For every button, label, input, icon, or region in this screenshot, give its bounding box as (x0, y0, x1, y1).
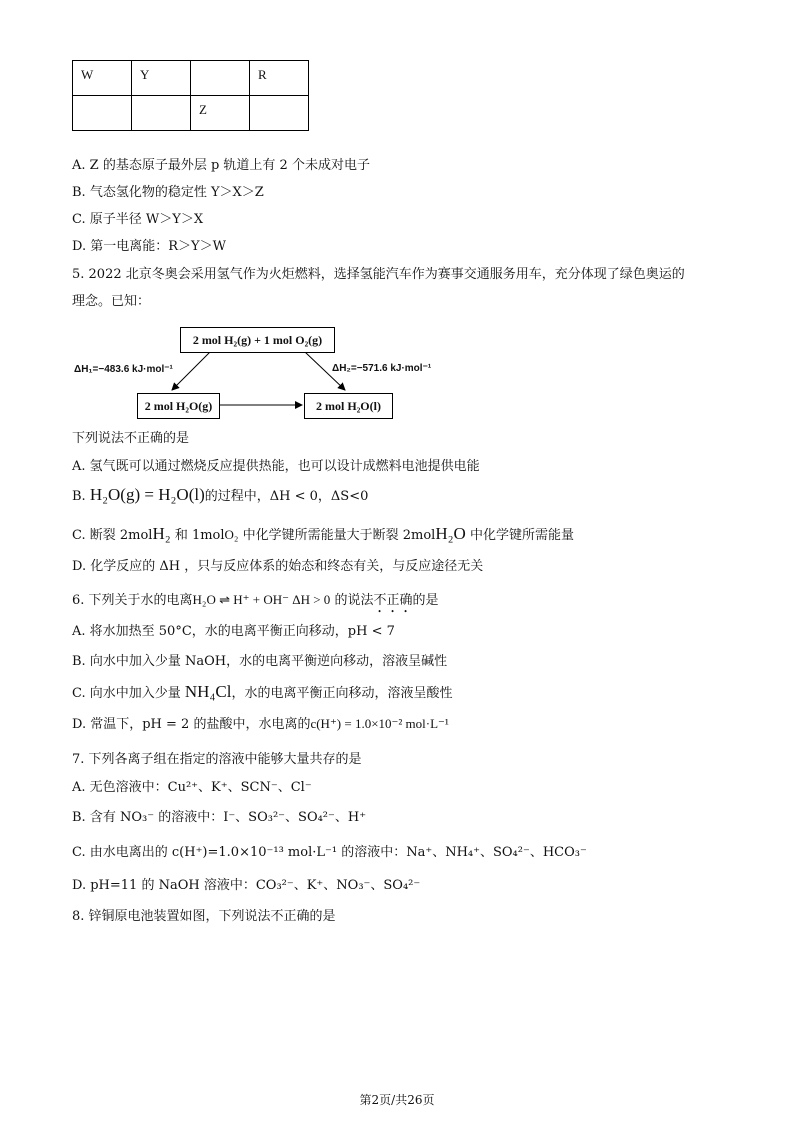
q8-stem: 8. 锌铜原电池装置如图，下列说法不正确的是 (72, 909, 336, 924)
q7-option-c: C. 由水电离出的 c(H⁺)=1.0×10⁻¹³ mol·L⁻¹ 的溶液中：Na⁺、NH₄⁺、SO₄²⁻、HCO₃⁻ (72, 845, 587, 860)
concentration-equation: c(H⁺) = 1.0×10⁻² mol·L⁻¹ (310, 716, 449, 731)
formula-h2o: H₂O (435, 524, 466, 543)
option-text: C. 向水中加入少量 (72, 686, 185, 701)
q7-option-b: B. 含有 NO₃⁻ 的溶液中：I⁻、SO₃²⁻、SO₄²⁻、H⁺ (72, 810, 367, 825)
diagram-water-liquid-box: 2 mol H₂O(l) (304, 393, 393, 419)
formula-o2: O₂ (224, 527, 239, 542)
option-label: B. (72, 489, 90, 504)
option-text: ，水的电离平衡正向移动，溶液呈酸性 (231, 686, 453, 701)
q6-option-c (72, 682, 452, 704)
table-cell: W (73, 61, 132, 96)
option-text: 中化学键所需能量大于断裂 2mol (238, 528, 436, 543)
q4-option-b: B. 气态氢化物的稳定性 Y＞X＞Z (72, 185, 264, 200)
table-cell: R (250, 61, 309, 96)
q6-stem-text: 的是 (412, 593, 439, 608)
q6-option-b: B. 向水中加入少量 NaOH，水的电离平衡逆向移动，溶液呈碱性 (72, 654, 448, 669)
q4-option-a: A. Z 的基态原子最外层 p 轨道上有 2 个未成对电子 (72, 158, 370, 173)
table-cell: Y (132, 61, 191, 96)
option-text: 的过程中，ΔH < 0，ΔS<0 (204, 489, 369, 504)
ionization-equation: H₂O ⇌ H⁺ + OH⁻ ΔH > 0 (192, 592, 331, 607)
page-number-footer: 第2页/共26页 (359, 1093, 435, 1107)
diagram-water-gas-box: 2 mol H₂O(g) (137, 393, 220, 419)
q5-stem-line2: 理念。已知： (72, 294, 151, 309)
q5-option-b (72, 485, 368, 507)
table-cell: Z (191, 96, 250, 131)
phase-change-equation: H₂O(g) = H₂O(l) (89, 485, 205, 504)
formula-nh4cl: NH₄Cl (184, 682, 232, 701)
q6-stem-text: 6. 下列关于水的电离 (72, 593, 193, 608)
option-text: 中化学键所需能量 (465, 528, 574, 543)
delta-h1-label: ΔH₁=−483.6 kJ·mol⁻¹ (74, 364, 173, 375)
delta-h2-label: ΔH₂=−571.6 kJ·mol⁻¹ (332, 363, 432, 374)
q7-option-d: D. pH=11 的 NaOH 溶液中：CO₃²⁻、K⁺、NO₃⁻、SO₄²⁻ (72, 878, 421, 893)
option-text: D. 常温下，pH = 2 的盐酸中，水电离的 (72, 717, 311, 732)
q7-stem: 7. 下列各离子组在指定的溶液中能够大量共存的是 (72, 752, 362, 767)
formula-h2: H₂ (152, 524, 171, 543)
q6-option-a: A. 将水加热至 50°C，水的电离平衡正向移动，pH < 7 (72, 624, 395, 639)
q5-stem-line1: 5. 2022 北京冬奥会采用氢气作为火炬燃料，选择氢能汽车作为赛事交通服务用车，充分体现了绿色奥运的 (72, 267, 685, 282)
q4-option-c: C. 原子半径 W＞Y＞X (72, 212, 204, 227)
arrow-to-water-gas (172, 352, 210, 390)
option-text: C. 断裂 2mol (72, 528, 153, 543)
q7-option-a: A. 无色溶液中：Cu²⁺、K⁺、SCN⁻、Cl⁻ (72, 780, 312, 795)
emphasized-negation: 不正确 (373, 593, 413, 608)
q5-option-a: A. 氢气既可以通过燃烧反应提供热能，也可以设计成燃料电池提供电能 (72, 459, 480, 474)
option-text: 和 1mol (170, 528, 225, 543)
diagram-reactants-box: 2 mol H₂(g) + 1 mol O₂(g) (180, 327, 335, 353)
q5-question: 下列说法不正确的是 (72, 431, 190, 446)
q4-option-d: D. 第一电离能：R＞Y＞W (72, 239, 226, 254)
q5-option-d: D. 化学反应的 ΔH ，只与反应体系的始态和终态有关，与反应途径无关 (72, 559, 484, 574)
q5-option-c (72, 524, 574, 546)
q6-option-d (72, 714, 449, 735)
q6-stem-text: 的说法 (330, 593, 374, 608)
q6-stem (72, 590, 438, 616)
